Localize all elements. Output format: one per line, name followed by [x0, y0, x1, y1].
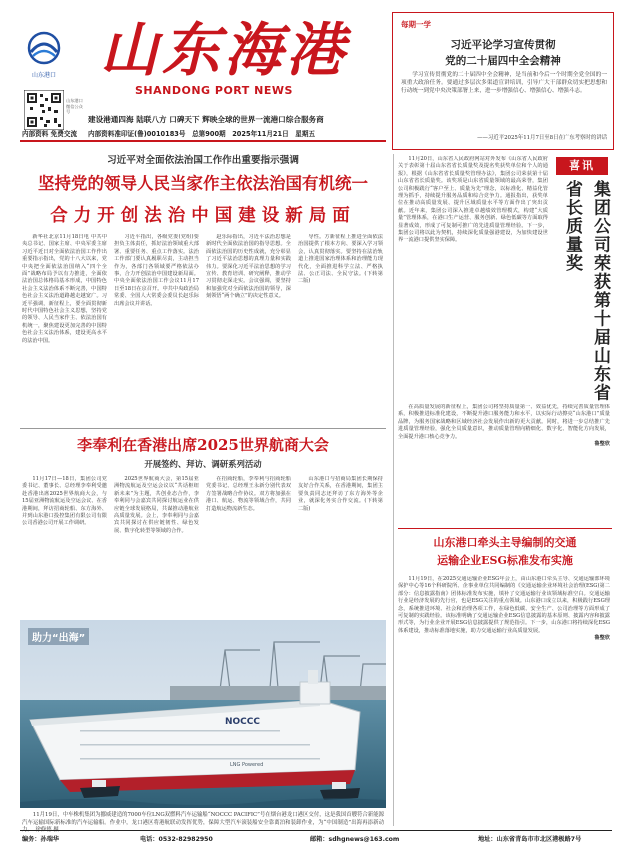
lead-headline-1: 坚持党的领导人民当家作主依法治国有机统一: [38, 174, 368, 193]
esg-headline-2: 运输企业ESG标准发布实施: [437, 554, 573, 567]
footer-editor: 编务：孙瑞华: [22, 836, 60, 843]
ship-at-sea-image: [20, 620, 386, 808]
ship-hull-label: LNG Powered: [230, 762, 264, 768]
qr-code-icon: [24, 90, 64, 130]
award-vertical-headline: 集团公司荣获第十届山东省省长质量奖: [562, 180, 610, 402]
second-headline: 李奉利在香港出席2025世界航商大会: [77, 436, 329, 454]
second-column-3: 在招商轮船，李奉利与招商轮船党委书记、总经理王永新分别代表双方签署战略合作协议。双方将加强在港口、航运、物流等领域合作，共同打造航运物流新生态。: [206, 476, 291, 512]
second-column-4: 山东港口与招商局集团长期保持友好合作关系，在香港期间，集团主要负责同志还拜访了东方海外等企业，就深化务实合作交流。(下转第二版): [298, 476, 383, 512]
masthead-rule: [20, 140, 386, 142]
weekly-study-body: 学习宣传贯彻党的二十届四中全会精神，是当前和今后一个时期全党全国的一项重大政治任务。要通过多层次多渠道宣讲培训，引导广大干部群众切实把思想和行动统一到党中央决策部署上来，进一步增强信心、增强信心、增强斗志。: [401, 72, 607, 94]
photo-tag: 助力“出海”: [28, 628, 89, 645]
weekly-study-box: [392, 12, 614, 150]
ship-photo: [20, 620, 386, 808]
lead-kicker: 习近平对全面依法治国工作作出重要指示强调: [107, 155, 299, 166]
footer-phone: 电话：0532-82982950: [140, 836, 213, 843]
photo-caption: 11月19日，中车株机集团为挪威建造的7000车位LNG双燃料汽车运输船“NOCCC PACIFIC”号在烟台港龙口港区交付，这是我国首艘符合新能源汽车运输国际新标准的汽车运输船。作业中，龙口港区将港航联动发挥优势，保障大型汽车滚装船安全靠离泊和装卸作业，为“中国制造”出海再添新动: [22, 812, 384, 826]
second-subhead: 开展签约、拜访、调研系列活动: [144, 459, 262, 469]
weekly-study-title-1: 习近平论学习宣传贯彻: [450, 39, 556, 51]
masthead-slogan: 建设港通四海 陆联八方 口碑天下 辉映全球的世界一流港口综合服务商: [88, 115, 324, 124]
logo-caption: 山东港口: [31, 72, 56, 79]
esg-article: 11月19日，在2025交通运输企业ESG年会上，由山东港口牵头主导、交通运输部环境保护中心等16个科研院所、企事业单位共同编制的《交通运输企业环境社会治理(ESG)第二部分：信息披露指南》团体标准发布实施，填补了交通运输行业该领域标准空白。交通运输行业是经济发展的先行官，也是ESG关注的重点领域。山东港口成立以来，积极践行ESG理念，系统推进环境、社会和治理各项工作，在绿色低碳、安全生产、公司治理等方面形成了可复制的实践经验。该标准明确了交通运输企业ESG信息披露的基本原则、披露内容和披露形式等，为行业企业开展ESG信息披露提供了规范指引。下一步，山东港口将持续深化ESG体系建设，推动标准落地实施，助力交通运输行业高质量发展。 鲁整欣: [398, 576, 610, 642]
esg-rule-top: [398, 528, 612, 529]
column-divider: [393, 154, 394, 826]
masthead-issue-info: 内部资料准印证(鲁)0010183号 总第900期 2025年11月21日 星期五: [88, 130, 316, 138]
qr-caption: 山东港口微信公众号: [66, 98, 83, 114]
weekly-study-title-2: 党的二十届四中全会精神: [445, 55, 561, 67]
second-column-1: 11月17日—18日，集团公司党委书记、董事长、总经理李奉利受邀赴香港出席2025世界航商大会，与15届亚洲物流航运及空运会议、在香港期间，拜访招商轮船、东方海外、并到山东港口投控集团有限公司有限公司香港公司开展工作调研。: [22, 476, 107, 527]
weekly-study-source: ——习近平2025年11月7日至8日在广东考察时的讲话: [477, 135, 607, 141]
lead-column-4: 导性。方新征程上推进全面依法治国提供了根本方向、要深入学习领会，认真贯彻落实。要坚持在法治轨道上推进国家治理体系和治理能力现代化，全面推进科学立法、严格执法、公正司法、全民守法。(下转第二版): [298, 234, 383, 285]
lead-column-1: 新华社北京11月18日电 中共中央总书记、国家主席、中央军委主席习近平近日对全面依法治国工作作出重要指示指出，党的十八大以来，党中央把全面依法治国纳入“四个全面”战略布局予以有力推进，全面依法治国总体格局基本形成，中国特色社会主义法治体系不断完善，中国特色社会主义法治道路越走越宽广。习近平强调，新征程上，要全面贯彻新时代中国特色社会主义思想，坚持党的领导、人民当家作主、依法治国有机统一，聚焦建设更加完善的中国特色社会主义法治体系，建设更高水平的法治中国。: [22, 234, 107, 344]
esg-signature: 鲁整欣: [594, 635, 610, 642]
lead-column-2: 习近平指出，各级党委(党组)要担负主体责任，抓好法治领域重大部署、重要任务、重点工作落实。法治工作部门要认真履职尽责，主动担当作为，各部门各领域要严格依法办事，合力开创法治中国建设新局面。中央全面依法治国工作会议11月17日至18日在京召开。中共中央政治局常委、全国人大常委会委员长赵乐际出席会议并讲话。: [114, 234, 199, 307]
footer-address: 地址：山东省青岛市市北区港极路7号: [478, 836, 582, 843]
good-news-badge: 喜讯: [556, 157, 608, 175]
masthead-info-left: 内部资料 免费交流: [22, 130, 78, 138]
masthead-title: 山东海港: [100, 16, 349, 84]
svg-text:NOCCC: NOCCC: [225, 717, 260, 727]
second-column-2: 2025世界航商大会，第15届亚洲物流航运及空运会议以“共话枢纽新未来”为主题，共创业态合作，李奉利同与会嘉宾共同探讨航运业在供应链全球发展格局，共谋推动港航业高质量发展。会上，李奉利同与会嘉宾共同探讨在供应链韧性、绿色发展、数字化转型等领域的合作。: [114, 476, 199, 534]
esg-headline-1: 山东港口牵头主导编制的交通: [433, 536, 577, 549]
footer-rule: [20, 830, 612, 831]
footer-email: 邮箱：sdhgnews@163.com: [310, 836, 400, 843]
lead-divider: [20, 428, 386, 429]
weekly-study-tag: 每期一学: [401, 20, 431, 29]
award-signature: 鲁整欣: [594, 441, 610, 448]
lead-headline-2: 合力开创法治中国建设新局面: [50, 206, 356, 226]
qr-code: [24, 90, 64, 130]
award-article-continued: 在高质量发展的新征程上，集团公司将坚持质量第一、效益优先，持续完善质量管理体系，积极推进标准化建设，不断提升港口服务能力和水平，以实际行动擦亮“山东港口”质量品牌，为服务国家战略和区域经济社会发展作出新的更大贡献。同时，将进一步总结推广先进质量管理经验，强化全员质量意识，推动质量管理向精细化、数字化、智能化方向发展，全面提升港口核心竞争力。 鲁整欣: [398, 404, 610, 448]
lead-column-3: 赵乐际指出，习近平法治思想是新时代全面依法治国的指导思想。全面依法治国的历史性成就，充分彰显了习近平法治思想的真理力量和实践伟力。要深化习近平法治思想的学习宣传、教育培训、研究阐释，推动学习贯彻走深走实。会议强调，要坚持和加强党对全面依法治国的领导，深刻领悟“两个确立”的决定性意义。: [206, 234, 291, 300]
award-article: 11月20日，山东省人民政府网站对外发布《山东省人民政府关于表彰第十届山东省省长质量奖及提名奖获奖单位和个人的通报》，根据《山东省省长质量奖管理办法》，集团公司荣获第十届山东省省长质量奖。该奖项是山东省质量领域的最高荣誉，集团公司积极践行“客户至上、质量为先”理念，以标准化、精益化管理为抓手，持续提升服务品质和综合竞争力。通报指出，获奖单位在推动高质量发展、提升区域质量水平等方面作出了突出贡献。近年来，集团公司深入推进卓越绩效管理模式，构建“大质量”管理体系，在港口生产运营、服务创新、绿色低碳等方面取得显著成效，形成了可复制可推广的先进质量管理经验。下一步，集团公司将以此为契机，持续深化质量强港建设，为加快建设世界一流港口提供坚实保障。: [398, 156, 548, 244]
shandong-port-logo-icon: [20, 28, 68, 76]
logo-emblem: [20, 28, 68, 76]
masthead-english: SHANDONG PORT NEWS: [135, 84, 293, 97]
